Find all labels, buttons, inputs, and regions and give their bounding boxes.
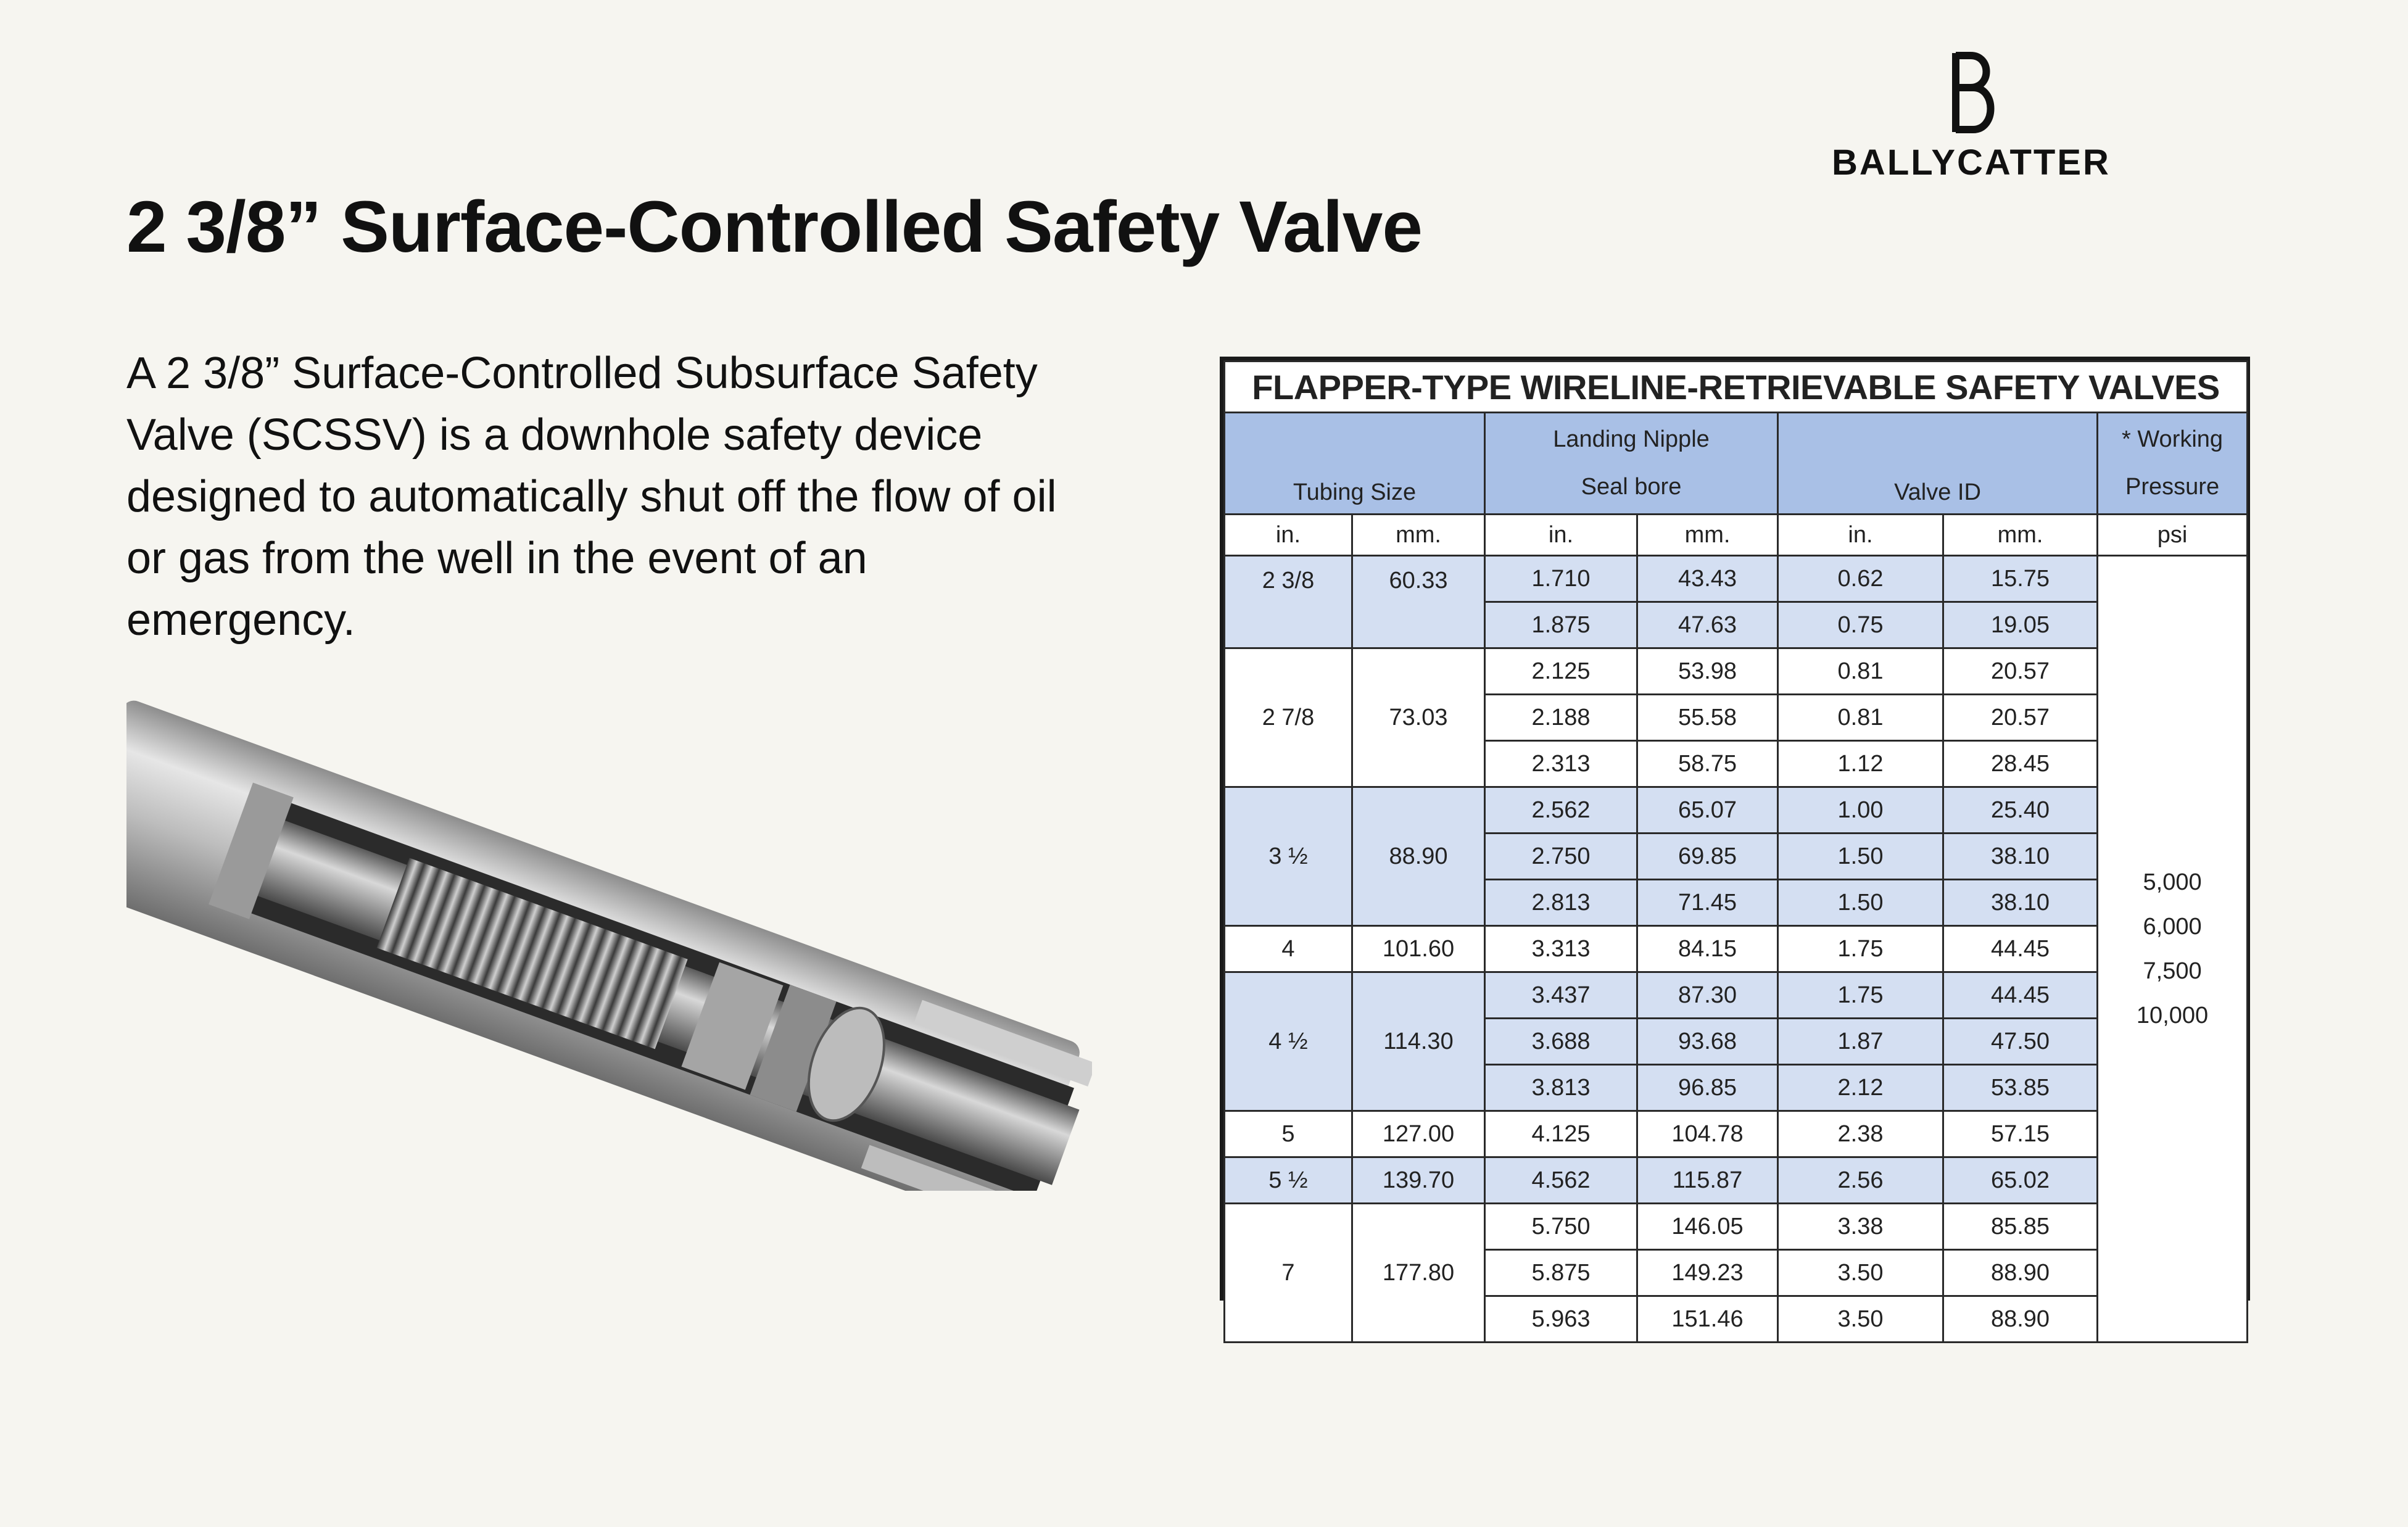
valve-id-mm-cell: 38.10	[1943, 834, 2098, 880]
valve-id-in-cell: 0.75	[1778, 602, 1943, 648]
valve-id-in-cell: 2.12	[1778, 1065, 1943, 1111]
page-title: 2 3/8” Surface-Controlled Safety Valve	[126, 186, 1422, 268]
unit-cell: in.	[1485, 515, 1637, 556]
valve-id-in-cell: 3.50	[1778, 1250, 1943, 1296]
unit-cell: in.	[1778, 515, 1943, 556]
tubing-size-mm-cell: 101.60	[1352, 926, 1485, 972]
tubing-size-mm-cell: 88.90	[1352, 787, 1485, 926]
seal-bore-mm-cell: 151.46	[1637, 1296, 1778, 1343]
tubing-size-in-cell: 5 ½	[1225, 1157, 1352, 1204]
valve-id-in-cell: 1.50	[1778, 880, 1943, 926]
tubing-size-mm-cell: 73.03	[1352, 648, 1485, 787]
seal-bore-in-cell: 2.313	[1485, 741, 1637, 787]
unit-cell: mm.	[1352, 515, 1485, 556]
table-row	[1225, 787, 2248, 834]
unit-cell: mm.	[1637, 515, 1778, 556]
valve-id-mm-cell: 20.57	[1943, 695, 2098, 741]
table-row	[1225, 972, 2248, 1019]
valve-id-in-cell: 1.12	[1778, 741, 1943, 787]
pressure-value: 10,000	[2136, 1003, 2209, 1028]
seal-bore-mm-cell: 87.30	[1637, 972, 1778, 1019]
seal-bore-mm-cell: 115.87	[1637, 1157, 1778, 1204]
seal-bore-in-cell: 1.710	[1485, 556, 1637, 602]
valve-id-in-cell: 3.38	[1778, 1204, 1943, 1250]
tubing-size-in-cell: 4 ½	[1225, 972, 1352, 1111]
tubing-size-in-cell: 3 ½	[1225, 787, 1352, 926]
header-working-pressure: * Working Pressure	[2098, 413, 2248, 515]
header-tubing-size: Tubing Size	[1225, 413, 1485, 515]
seal-bore-in-cell: 4.125	[1485, 1111, 1637, 1157]
table-title: FLAPPER-TYPE WIRELINE-RETRIEVABLE SAFETY VALVES	[1225, 362, 2248, 413]
seal-bore-in-cell: 5.750	[1485, 1204, 1637, 1250]
valve-id-mm-cell: 28.45	[1943, 741, 2098, 787]
valve-id-mm-cell: 88.90	[1943, 1250, 2098, 1296]
seal-bore-mm-cell: 69.85	[1637, 834, 1778, 880]
seal-bore-mm-cell: 84.15	[1637, 926, 1778, 972]
valve-id-mm-cell: 47.50	[1943, 1019, 2098, 1065]
seal-bore-in-cell: 3.437	[1485, 972, 1637, 1019]
brand-logo	[1826, 49, 2116, 183]
table-row	[1225, 648, 2248, 695]
valve-id-in-cell: 0.81	[1778, 695, 1943, 741]
valve-id-mm-cell: 19.05	[1943, 602, 2098, 648]
brand-name: BALLYCATTER	[1832, 143, 2111, 183]
valve-id-in-cell: 3.50	[1778, 1296, 1943, 1343]
valve-id-in-cell: 0.62	[1778, 556, 1943, 602]
table-row	[1225, 1157, 2248, 1204]
ballycatter-b-mark-icon	[1943, 49, 1999, 136]
pressure-value: 7,500	[2143, 958, 2202, 984]
table-row	[1225, 1111, 2248, 1157]
tubing-size-in-cell: 2 7/8	[1225, 648, 1352, 787]
seal-bore-mm-cell: 55.58	[1637, 695, 1778, 741]
valve-id-mm-cell: 44.45	[1943, 972, 2098, 1019]
seal-bore-in-cell: 1.875	[1485, 602, 1637, 648]
seal-bore-mm-cell: 104.78	[1637, 1111, 1778, 1157]
valve-id-in-cell: 2.38	[1778, 1111, 1943, 1157]
seal-bore-mm-cell: 96.85	[1637, 1065, 1778, 1111]
seal-bore-in-cell: 4.562	[1485, 1157, 1637, 1204]
seal-bore-in-cell: 2.188	[1485, 695, 1637, 741]
seal-bore-in-cell: 5.963	[1485, 1296, 1637, 1343]
seal-bore-in-cell: 2.813	[1485, 880, 1637, 926]
seal-bore-mm-cell: 93.68	[1637, 1019, 1778, 1065]
units-row	[1225, 515, 2248, 556]
table-row	[1225, 1204, 2248, 1250]
product-description: A 2 3/8” Surface-Controlled Subsurface Safety Valve (SCSSV) is a downhole safety device designed to automatically shut off the flow of oil or gas from the well in the event of an emergency.	[126, 349, 1057, 645]
tubing-size-mm-cell: 177.80	[1352, 1204, 1485, 1343]
valve-id-in-cell: 1.75	[1778, 972, 1943, 1019]
valve-id-mm-cell: 57.15	[1943, 1111, 2098, 1157]
unit-cell: psi	[2098, 515, 2248, 556]
tubing-size-in-cell: 5	[1225, 1111, 1352, 1157]
seal-bore-mm-cell: 43.43	[1637, 556, 1778, 602]
seal-bore-in-cell: 3.313	[1485, 926, 1637, 972]
valve-id-mm-cell: 65.02	[1943, 1157, 2098, 1204]
valve-id-mm-cell: 88.90	[1943, 1296, 2098, 1343]
valve-id-in-cell: 0.81	[1778, 648, 1943, 695]
valve-id-mm-cell: 25.40	[1943, 787, 2098, 834]
tubing-size-mm-cell: 60.33	[1352, 556, 1485, 648]
table-row	[1225, 926, 2248, 972]
seal-bore-mm-cell: 47.63	[1637, 602, 1778, 648]
seal-bore-in-cell: 2.125	[1485, 648, 1637, 695]
tubing-size-in-cell: 2 3/8	[1225, 556, 1352, 648]
valve-id-in-cell: 1.00	[1778, 787, 1943, 834]
unit-cell: mm.	[1943, 515, 2098, 556]
safety-valve-cutaway-illustration	[126, 697, 1092, 1191]
pressure-value: 5,000	[2143, 869, 2202, 895]
seal-bore-mm-cell: 71.45	[1637, 880, 1778, 926]
valve-id-mm-cell: 53.85	[1943, 1065, 2098, 1111]
tubing-size-in-cell: 7	[1225, 1204, 1352, 1343]
seal-bore-in-cell: 2.562	[1485, 787, 1637, 834]
seal-bore-mm-cell: 65.07	[1637, 787, 1778, 834]
valve-id-mm-cell: 85.85	[1943, 1204, 2098, 1250]
safety-valves-table	[1220, 357, 2250, 1332]
working-pressure-cell	[2098, 556, 2248, 1343]
header-landing-nipple: Landing Nipple Seal bore	[1485, 413, 1778, 515]
valve-id-mm-cell: 38.10	[1943, 880, 2098, 926]
valve-id-mm-cell: 20.57	[1943, 648, 2098, 695]
tubing-size-mm-cell: 114.30	[1352, 972, 1485, 1111]
seal-bore-in-cell: 3.688	[1485, 1019, 1637, 1065]
valve-id-mm-cell: 15.75	[1943, 556, 2098, 602]
seal-bore-in-cell: 5.875	[1485, 1250, 1637, 1296]
pressure-value: 6,000	[2143, 914, 2202, 940]
tubing-size-mm-cell: 127.00	[1352, 1111, 1485, 1157]
seal-bore-in-cell: 2.750	[1485, 834, 1637, 880]
seal-bore-mm-cell: 53.98	[1637, 648, 1778, 695]
header-valve-id: Valve ID	[1778, 413, 2098, 515]
valve-id-in-cell: 1.87	[1778, 1019, 1943, 1065]
seal-bore-mm-cell: 146.05	[1637, 1204, 1778, 1250]
tubing-size-in-cell: 4	[1225, 926, 1352, 972]
seal-bore-in-cell: 3.813	[1485, 1065, 1637, 1111]
seal-bore-mm-cell: 149.23	[1637, 1250, 1778, 1296]
valve-id-in-cell: 2.56	[1778, 1157, 1943, 1204]
unit-cell: in.	[1225, 515, 1352, 556]
tubing-size-mm-cell: 139.70	[1352, 1157, 1485, 1204]
valve-id-in-cell: 1.50	[1778, 834, 1943, 880]
seal-bore-mm-cell: 58.75	[1637, 741, 1778, 787]
table-row	[1225, 556, 2248, 602]
valve-id-in-cell: 1.75	[1778, 926, 1943, 972]
valve-id-mm-cell: 44.45	[1943, 926, 2098, 972]
